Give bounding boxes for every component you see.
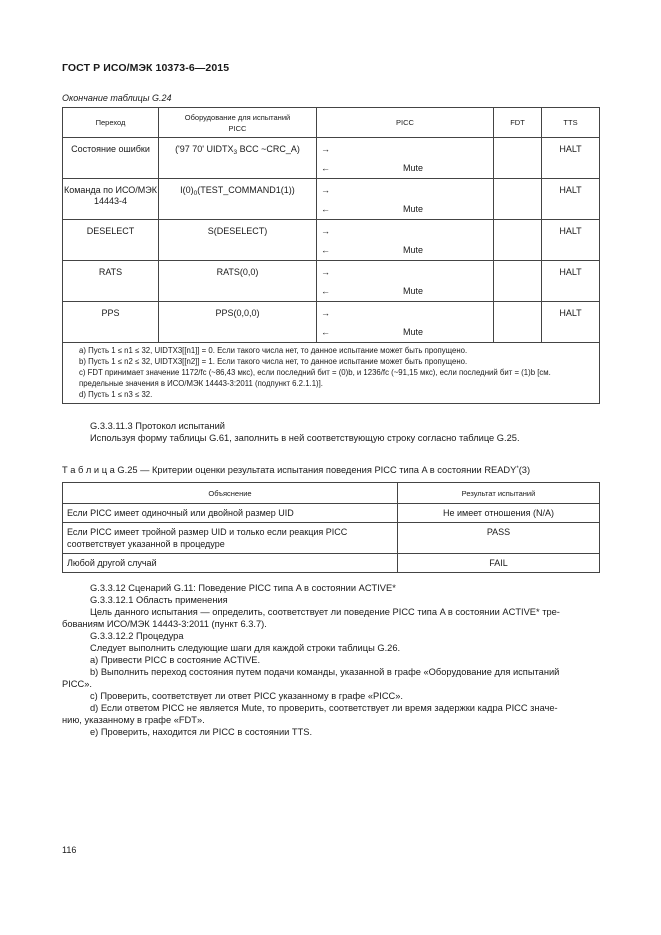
step-b-cont: PICC». [62, 679, 92, 689]
picc-cell [317, 220, 494, 261]
footnote-d: d) Пусть 1 ≤ n3 ≤ 32. [79, 390, 153, 399]
fdt-cell [494, 261, 542, 302]
table-row [63, 261, 600, 302]
table-row [63, 523, 600, 554]
scope-heading: G.3.3.12.1 Область применения [90, 595, 228, 605]
equipment-cell: PPS(0,0,0) [159, 302, 317, 343]
result-cell: FAIL [398, 554, 600, 573]
result-cell: PASS [398, 523, 600, 554]
table-g24-caption: Окончание таблицы G.24 [62, 93, 172, 103]
fdt-cell [494, 138, 542, 179]
fdt-cell [494, 302, 542, 343]
table-notes-row [63, 343, 600, 404]
col-header-picc: PICC [317, 108, 494, 138]
fdt-cell [494, 220, 542, 261]
equipment-cell: S(DESELECT) [159, 220, 317, 261]
tts-cell: HALT [542, 220, 600, 261]
arrow-left-icon: ← [321, 327, 330, 337]
arrow-right-icon: → [321, 226, 330, 236]
table-g25-caption: Т а б л и ц а G.25 — Критерии оценки результата испытания поведения PICC типа A в состоянии READY*(3) [62, 465, 531, 475]
tts-cell: HALT [542, 261, 600, 302]
explanation-cell: Если PICC имеет одиночный или двойной размер UID [63, 504, 398, 523]
step-c: c) Проверить, соответствует ли ответ PICC указанному в графе «PICC». [90, 691, 404, 701]
arrow-left-icon: ← [321, 286, 330, 296]
table-row [63, 138, 600, 179]
col-header-explanation: Объяснение [63, 483, 398, 504]
equipment-cell: RATS(0,0) [159, 261, 317, 302]
transition-cell: Состояние ошибки [63, 138, 159, 179]
picc-response: Mute [403, 286, 424, 296]
section-heading: G.3.3.11.3 Протокол испытаний [90, 421, 225, 431]
col-header-tts: TTS [542, 108, 600, 138]
table-row [63, 302, 600, 343]
procedure-heading: G.3.3.12.2 Процедура [90, 631, 184, 641]
explanation-cell: Любой другой случай [63, 554, 398, 573]
col-header-equipment: Оборудование для испытаний PICC [159, 108, 317, 138]
footnote-c: c) FDT принимает значение 1172/fc (~86,43 мкс), если последний бит = (0)b, и 1236/fc (~91,15 мкс), если последний бит = (1)b [см. предельные значения в ИСО/МЭК 14443-3:2011 (подпункт 6.2.1.1)]. [79, 368, 551, 388]
scenario-heading: G.3.3.12 Сценарий G.11: Поведение PICC типа A в состоянии ACTIVE* [90, 583, 396, 593]
table-g24 [62, 107, 600, 404]
table-g25 [62, 482, 600, 573]
step-a: a) Привести PICC в состояние ACTIVE. [90, 655, 261, 665]
arrow-left-icon: ← [321, 163, 330, 173]
table-row [63, 504, 600, 523]
picc-cell [317, 138, 494, 179]
table-header-row [63, 483, 600, 504]
transition-cell: PPS [63, 302, 159, 343]
explanation-cell: Если PICC имеет тройной размер UID и только если реакция PICC соответствует указанной в процедуре [63, 523, 398, 554]
arrow-right-icon: → [321, 144, 330, 154]
tts-cell: HALT [542, 302, 600, 343]
footnote-a: a) Пусть 1 ≤ n1 ≤ 32, UIDTX3[[n1]] = 0. Если такого числа нет, то данное испытание может быть пропущено. [79, 346, 468, 355]
transition-cell: DESELECT [63, 220, 159, 261]
picc-response: Mute [403, 245, 424, 255]
step-e: e) Проверить, находится ли PICC в состоянии TTS. [90, 727, 313, 737]
body-text: Цель данного испытания — определить, соответствует ли поведение PICC типа A в состоянии ACTIVE* тре- [90, 607, 560, 617]
arrow-right-icon: → [321, 267, 330, 277]
step-d: d) Если ответом PICC не является Mute, то проверить, соответствует ли время задержки кадра PICC значе- [90, 703, 558, 713]
picc-cell [317, 302, 494, 343]
arrow-left-icon: ← [321, 245, 330, 255]
table-header-row [63, 108, 600, 138]
arrow-left-icon: ← [321, 204, 330, 214]
arrow-right-icon: → [321, 185, 330, 195]
equipment-cell: $I(0)_0(TEST\_COMMAND1(1))$ [159, 179, 317, 220]
footnote-b: b) Пусть 1 ≤ n2 ≤ 32, UIDTX3[[n2]] = 1. Если такого числа нет, то данное испытание может быть пропущено. [79, 357, 468, 366]
picc-response: Mute [403, 163, 424, 173]
table-row [63, 554, 600, 573]
page-header-title: ГОСТ Р ИСО/МЭК 10373-6—2015 [62, 62, 230, 74]
tts-cell: HALT [542, 179, 600, 220]
transition-cell: Команда по ИСО/МЭК 14443-4 [63, 179, 159, 220]
picc-response: Mute [403, 327, 424, 337]
fdt-cell [494, 179, 542, 220]
col-header-fdt: FDT [494, 108, 542, 138]
step-d-cont: нию, указанному в графе «FDT». [62, 715, 205, 725]
transition-cell: RATS [63, 261, 159, 302]
result-cell: Не имеет отношения (N/A) [398, 504, 600, 523]
table-row [63, 179, 600, 220]
picc-cell [317, 179, 494, 220]
arrow-right-icon: → [321, 308, 330, 318]
body-text: Следует выполнить следующие шаги для каждой строки таблицы G.26. [90, 643, 401, 653]
table-row [63, 220, 600, 261]
tts-cell: HALT [542, 138, 600, 179]
equipment-cell: ('97 70' $UIDTX_3$ BCC ~CRC_A) [159, 138, 317, 179]
col-header-result: Результат испытаний [398, 483, 600, 504]
step-b: b) Выполнить переход состояния путем подачи команды, указанной в графе «Оборудование для испытаний [90, 667, 560, 677]
body-text: бованиям ИСО/МЭК 14443-3:2011 (пункт 6.3.7). [62, 619, 267, 629]
section-body: Используя форму таблицы G.61, заполнить в ней соответствующую строку согласно таблице G.25. [90, 433, 520, 443]
picc-cell [317, 261, 494, 302]
table-footnotes [63, 343, 600, 404]
picc-response: Mute [403, 204, 424, 214]
page-number: 116 [62, 845, 77, 855]
col-header-transition: Переход [63, 108, 159, 138]
